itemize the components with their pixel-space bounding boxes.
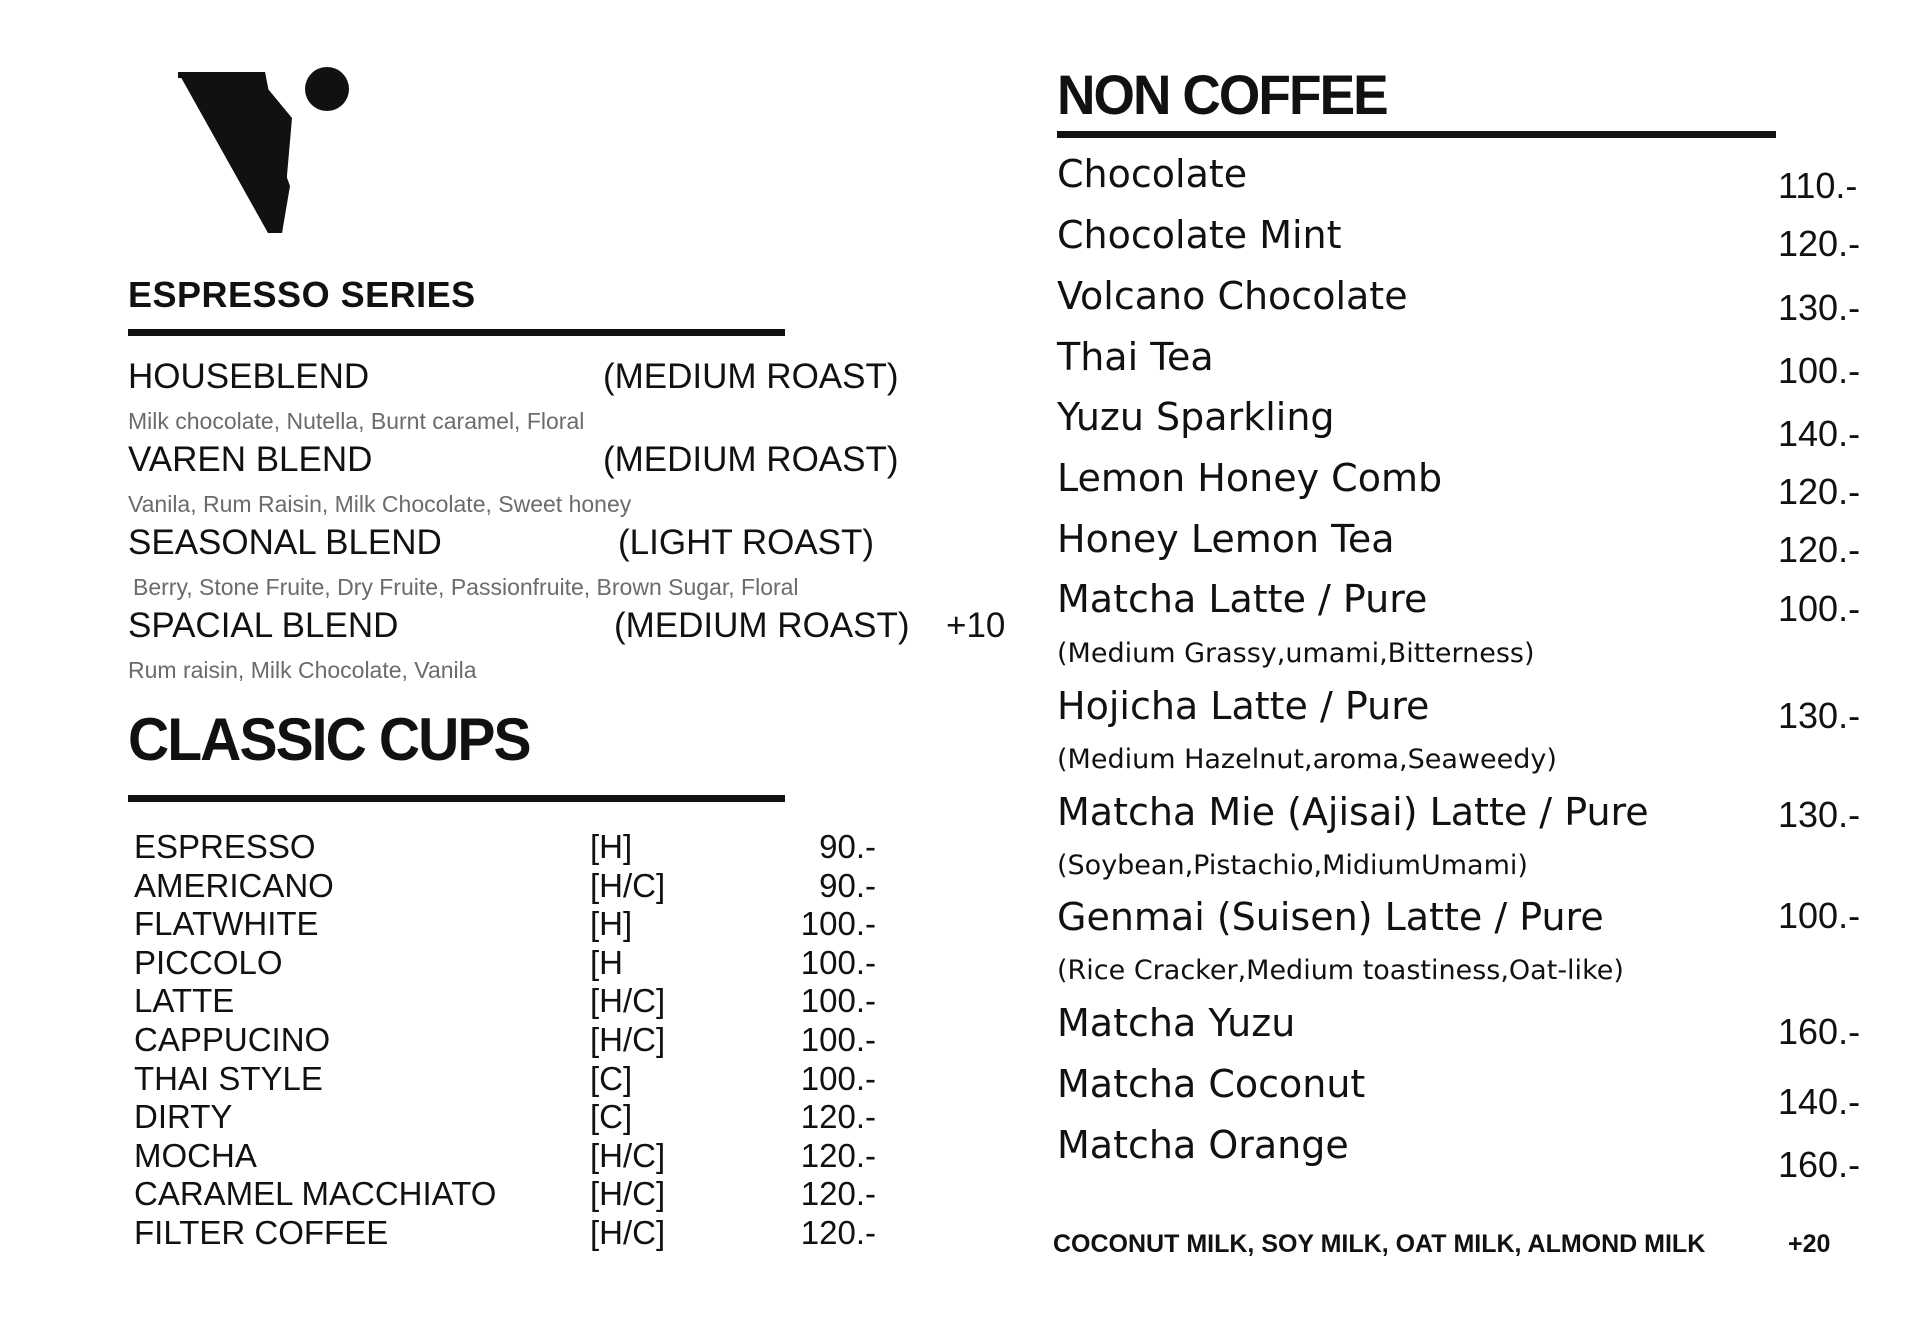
- cup-price: 120.-: [800, 1098, 876, 1135]
- non-coffee-item-price: 130.-: [1778, 287, 1861, 328]
- non-coffee-item-price: 140.-: [1778, 413, 1861, 454]
- cup-price: 120.-: [800, 1137, 876, 1174]
- cup-name: CARAMEL MACCHIATO: [134, 1175, 497, 1212]
- non-coffee-item-name: Matcha Mie (Ajisai) Latte / Pure: [1057, 790, 1649, 834]
- non-coffee-item-name: Honey Lemon Tea: [1057, 517, 1395, 561]
- cup-price: 120.-: [800, 1175, 876, 1212]
- cup-temp: [C]: [590, 1098, 633, 1135]
- blend-roast: (MEDIUM ROAST): [614, 606, 910, 645]
- cup-name: LATTE: [134, 982, 235, 1019]
- milk-options-note: COCONUT MILK, SOY MILK, OAT MILK, ALMOND MILK: [1053, 1230, 1706, 1258]
- cup-temp: [H/C]: [590, 1214, 666, 1251]
- non-coffee-item-price: 100.-: [1778, 895, 1861, 936]
- non-coffee-item-name: Chocolate Mint: [1057, 213, 1342, 257]
- non-coffee-item-desc: (Medium Hazelnut,aroma,Seaweedy): [1057, 744, 1557, 775]
- classic-cups-divider: [128, 795, 785, 802]
- non-coffee-item-name: Matcha Yuzu: [1057, 1001, 1296, 1045]
- cup-price: 120.-: [800, 1214, 876, 1251]
- blend-notes: Rum raisin, Milk Chocolate, Vanila: [128, 657, 477, 683]
- non-coffee-item-price: 120.-: [1778, 471, 1861, 512]
- non-coffee-item-name: Volcano Chocolate: [1057, 274, 1408, 318]
- cup-price: 90.-: [819, 867, 876, 904]
- cup-temp: [H]: [590, 905, 633, 942]
- espresso-series-title: ESPRESSO SERIES: [128, 274, 476, 315]
- non-coffee-item-name: Thai Tea: [1057, 335, 1214, 379]
- cup-name: MOCHA: [134, 1137, 257, 1174]
- cup-temp: [H/C]: [590, 982, 666, 1019]
- cup-temp: [H/C]: [590, 867, 666, 904]
- cup-temp: [H/C]: [590, 1021, 666, 1058]
- blend-notes: Vanila, Rum Raisin, Milk Chocolate, Sweet honey: [128, 491, 632, 517]
- non-coffee-item-desc: (Soybean,Pistachio,MidiumUmami): [1057, 850, 1528, 881]
- cup-name: FLATWHITE: [134, 905, 319, 942]
- cup-name: PICCOLO: [134, 944, 283, 981]
- blend-notes: Berry, Stone Fruite, Dry Fruite, Passionfruite, Brown Sugar, Floral: [133, 574, 799, 600]
- non-coffee-item-price: 100.-: [1778, 350, 1861, 391]
- cup-temp: [H: [590, 944, 623, 981]
- non-coffee-item-name: Genmai (Suisen) Latte / Pure: [1057, 895, 1604, 939]
- cup-price: 100.-: [800, 1021, 876, 1058]
- cup-temp: [H]: [590, 828, 633, 865]
- blend-roast: (MEDIUM ROAST): [603, 357, 899, 396]
- cup-temp: [H/C]: [590, 1175, 666, 1212]
- non-coffee-item-price: 160.-: [1778, 1011, 1861, 1052]
- cup-price: 90.-: [819, 828, 876, 865]
- blend-notes: Milk chocolate, Nutella, Burnt caramel, Floral: [128, 408, 585, 434]
- cup-price: 100.-: [800, 982, 876, 1019]
- blend-name: SPACIAL BLEND: [128, 606, 399, 645]
- espresso-series-divider: [128, 329, 785, 336]
- non-coffee-item-name: Yuzu Sparkling: [1057, 395, 1335, 439]
- non-coffee-item-price: 130.-: [1778, 695, 1861, 736]
- non-coffee-item-name: Hojicha Latte / Pure: [1057, 684, 1430, 728]
- non-coffee-item-price: 120.-: [1778, 529, 1861, 570]
- non-coffee-item-price: 130.-: [1778, 794, 1861, 835]
- non-coffee-item-price: 160.-: [1778, 1144, 1861, 1185]
- milk-surcharge: +20: [1788, 1230, 1831, 1258]
- blend-roast: (MEDIUM ROAST): [603, 440, 899, 479]
- non-coffee-item-desc: (Medium Grassy,umami,Bitterness): [1057, 638, 1535, 669]
- non-coffee-item-name: Chocolate: [1057, 152, 1248, 196]
- blend-name: SEASONAL BLEND: [128, 523, 442, 562]
- cup-name: ESPRESSO: [134, 828, 316, 865]
- cup-name: CAPPUCINO: [134, 1021, 331, 1058]
- non-coffee-title: NON COFFEE: [1057, 63, 1387, 126]
- varen-v-logo-icon: [170, 58, 370, 243]
- non-coffee-item-price: 140.-: [1778, 1081, 1861, 1122]
- cup-price: 100.-: [800, 1060, 876, 1097]
- cup-name: AMERICANO: [134, 867, 334, 904]
- blend-surcharge: +10: [946, 606, 1006, 645]
- blend-name: HOUSEBLEND: [128, 357, 370, 396]
- blend-name: VAREN BLEND: [128, 440, 373, 479]
- cup-price: 100.-: [800, 905, 876, 942]
- cup-name: FILTER COFFEE: [134, 1214, 389, 1251]
- cup-temp: [C]: [590, 1060, 633, 1097]
- cup-name: DIRTY: [134, 1098, 233, 1135]
- non-coffee-item-desc: (Rice Cracker,Medium toastiness,Oat-like): [1057, 955, 1624, 986]
- cup-temp: [H/C]: [590, 1137, 666, 1174]
- non-coffee-item-name: Matcha Latte / Pure: [1057, 577, 1428, 621]
- cup-name: THAI STYLE: [134, 1060, 323, 1097]
- non-coffee-item-name: Lemon Honey Comb: [1057, 456, 1443, 500]
- cup-price: 100.-: [800, 944, 876, 981]
- non-coffee-item-name: Matcha Orange: [1057, 1123, 1349, 1167]
- non-coffee-item-price: 120.-: [1778, 223, 1861, 264]
- non-coffee-divider: [1057, 131, 1776, 138]
- non-coffee-item-name: Matcha Coconut: [1057, 1062, 1366, 1106]
- non-coffee-item-price: 110.-: [1778, 165, 1858, 206]
- classic-cups-title: CLASSIC CUPS: [128, 706, 530, 773]
- blend-roast: (LIGHT ROAST): [618, 523, 875, 562]
- non-coffee-item-price: 100.-: [1778, 588, 1861, 629]
